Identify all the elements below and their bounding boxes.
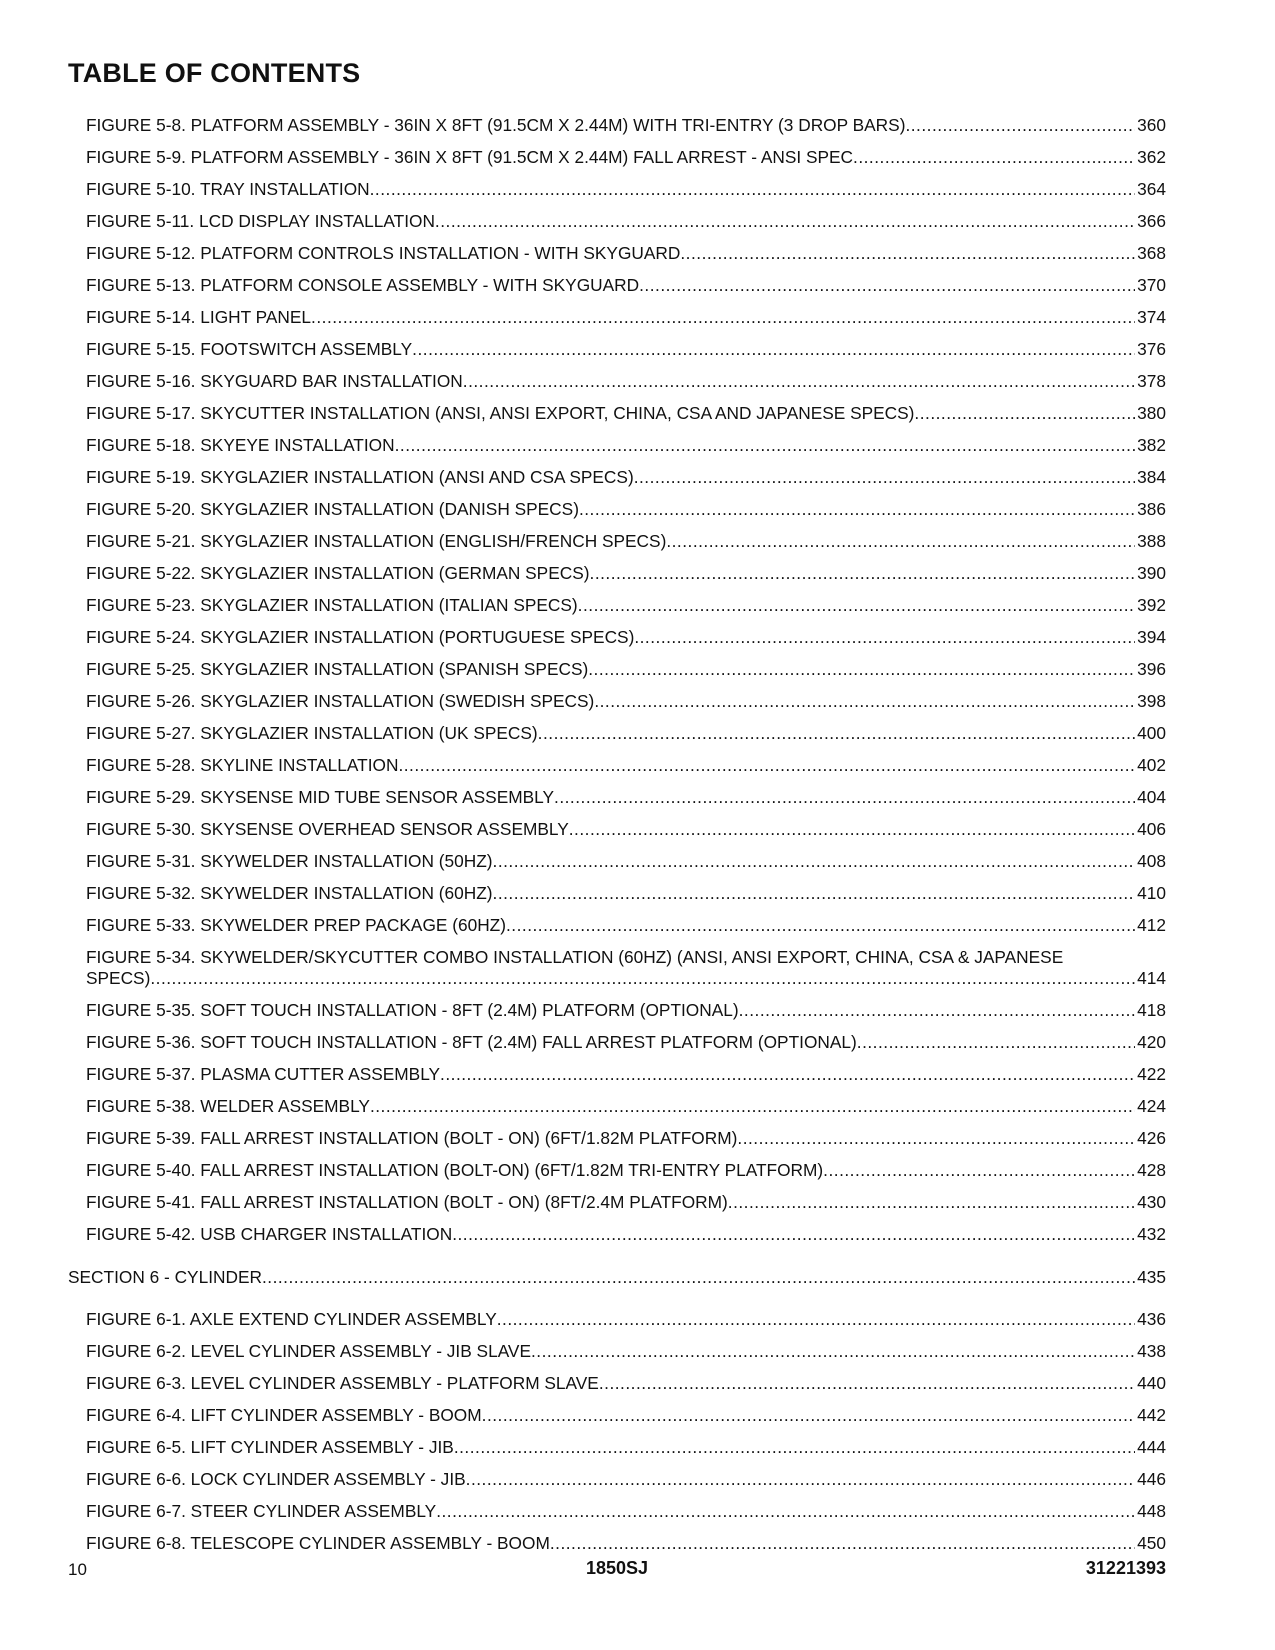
toc-entry-fig-5-36[interactable] xyxy=(86,1027,1166,1059)
table-of-contents xyxy=(68,110,1166,1560)
toc-entry-page: 396 xyxy=(1137,659,1166,679)
dot-leader xyxy=(463,371,1135,392)
toc-entry-label: FIGURE 5-35. SOFT TOUCH INSTALLATION - 8FT (2.4M) PLATFORM (OPTIONAL) xyxy=(86,1000,739,1020)
toc-entry-fig-6-6[interactable] xyxy=(86,1464,1166,1496)
toc-entry-label: FIGURE 5-12. PLATFORM CONTROLS INSTALLATION - WITH SKYGUARD xyxy=(86,243,681,263)
toc-entry-page: 402 xyxy=(1137,755,1166,775)
toc-entry-fig-5-40[interactable] xyxy=(86,1155,1166,1187)
toc-section-label: SECTION 6 - CYLINDER xyxy=(68,1267,262,1287)
dot-leader xyxy=(857,1032,1135,1053)
toc-entry-page: 446 xyxy=(1137,1469,1166,1489)
dot-leader xyxy=(550,1533,1135,1554)
toc-entry-fig-5-26[interactable] xyxy=(86,686,1166,718)
toc-entry-fig-5-19[interactable] xyxy=(86,462,1166,494)
toc-entry-page: 412 xyxy=(1137,915,1166,935)
toc-entry-page: 366 xyxy=(1137,211,1166,231)
toc-entry-fig-5-41[interactable] xyxy=(86,1187,1166,1219)
toc-entry-label: FIGURE 5-34. SKYWELDER/SKYCUTTER COMBO INSTALLATION (60HZ) (ANSI, ANSI EXPORT, CHINA, CSA & JAPANESE xyxy=(86,947,1064,967)
toc-entry-page: 444 xyxy=(1137,1437,1166,1457)
toc-entry-fig-5-16[interactable] xyxy=(86,366,1166,398)
toc-entry-page: 362 xyxy=(1137,147,1166,167)
toc-entry-page: 422 xyxy=(1137,1064,1166,1084)
toc-entry-label: FIGURE 6-2. LEVEL CYLINDER ASSEMBLY - JIB SLAVE xyxy=(86,1341,531,1361)
toc-entry-fig-5-15[interactable] xyxy=(86,334,1166,366)
toc-entry-label: FIGURE 5-16. SKYGUARD BAR INSTALLATION xyxy=(86,371,463,391)
toc-entry-label: FIGURE 5-31. SKYWELDER INSTALLATION (50HZ) xyxy=(86,851,493,871)
toc-entry-page: 360 xyxy=(1137,115,1166,135)
toc-entry-fig-5-25[interactable] xyxy=(86,654,1166,686)
toc-entry-fig-5-31[interactable] xyxy=(86,846,1166,878)
dot-leader xyxy=(531,1341,1135,1362)
dot-leader xyxy=(737,1128,1135,1149)
toc-entry-fig-5-13[interactable] xyxy=(86,270,1166,302)
toc-entry-label: FIGURE 5-26. SKYGLAZIER INSTALLATION (SWEDISH SPECS) xyxy=(86,691,595,711)
toc-entry-fig-5-27[interactable] xyxy=(86,718,1166,750)
toc-entry-page: 398 xyxy=(1137,691,1166,711)
page-footer xyxy=(68,1558,1166,1582)
toc-entry-label: FIGURE 5-28. SKYLINE INSTALLATION xyxy=(86,755,399,775)
toc-entry-label: FIGURE 5-14. LIGHT PANEL xyxy=(86,307,312,327)
toc-entry-fig-6-2[interactable] xyxy=(86,1336,1166,1368)
toc-entry-page: 438 xyxy=(1137,1341,1166,1361)
dot-leader xyxy=(823,1160,1135,1181)
toc-entry-label: FIGURE 5-19. SKYGLAZIER INSTALLATION (ANSI AND CSA SPECS) xyxy=(86,467,634,487)
dot-leader xyxy=(150,968,1135,989)
dot-leader xyxy=(578,595,1135,616)
toc-entry-fig-6-7[interactable] xyxy=(86,1496,1166,1528)
toc-entry-label-continued: SPECS) xyxy=(86,968,151,988)
toc-entry-fig-5-34[interactable] xyxy=(86,942,1166,995)
toc-entry-fig-5-11[interactable] xyxy=(86,206,1166,238)
toc-entry-label: FIGURE 5-13. PLATFORM CONSOLE ASSEMBLY - WITH SKYGUARD xyxy=(86,275,640,295)
dot-leader xyxy=(554,787,1135,808)
toc-entry-label: FIGURE 5-9. PLATFORM ASSEMBLY - 36IN X 8FT (91.5CM X 2.44M) FALL ARREST - ANSI SPEC xyxy=(86,147,854,167)
dot-leader xyxy=(482,1405,1136,1426)
toc-entry-fig-5-35[interactable] xyxy=(86,995,1166,1027)
toc-entry-fig-5-23[interactable] xyxy=(86,590,1166,622)
dot-leader xyxy=(853,147,1135,168)
toc-entry-label: FIGURE 5-41. FALL ARREST INSTALLATION (BOLT - ON) (8FT/2.4M PLATFORM) xyxy=(86,1192,728,1212)
dot-leader xyxy=(569,819,1135,840)
toc-entry-fig-5-20[interactable] xyxy=(86,494,1166,526)
toc-entry-label: FIGURE 5-18. SKYEYE INSTALLATION xyxy=(86,435,395,455)
toc-entry-fig-5-30[interactable] xyxy=(86,814,1166,846)
toc-entry-page: 382 xyxy=(1137,435,1166,455)
toc-entry-fig-5-9[interactable] xyxy=(86,142,1166,174)
toc-entry-page: 394 xyxy=(1137,627,1166,647)
dot-leader xyxy=(452,1224,1135,1245)
dot-leader xyxy=(436,1501,1135,1522)
dot-leader xyxy=(395,435,1136,456)
dot-leader xyxy=(538,723,1135,744)
toc-entry-page: 404 xyxy=(1137,787,1166,807)
toc-entry-label: FIGURE 6-4. LIFT CYLINDER ASSEMBLY - BOOM xyxy=(86,1405,482,1425)
toc-entry-page: 426 xyxy=(1137,1128,1166,1148)
toc-entry-page: 374 xyxy=(1137,307,1166,327)
toc-entry-page: 384 xyxy=(1137,467,1166,487)
toc-entry-page: 432 xyxy=(1137,1224,1166,1244)
dot-leader xyxy=(914,403,1135,424)
dot-leader xyxy=(466,1469,1136,1490)
toc-entry-label: FIGURE 5-10. TRAY INSTALLATION xyxy=(86,179,370,199)
toc-entry-fig-6-8[interactable] xyxy=(86,1528,1166,1560)
toc-entry-page: 388 xyxy=(1137,531,1166,551)
toc-entry-page: 428 xyxy=(1137,1160,1166,1180)
dot-leader xyxy=(728,1192,1135,1213)
toc-entry-page: 392 xyxy=(1137,595,1166,615)
toc-entry-page: 420 xyxy=(1137,1032,1166,1052)
toc-entry-label: FIGURE 5-20. SKYGLAZIER INSTALLATION (DANISH SPECS) xyxy=(86,499,579,519)
toc-entry-label: FIGURE 5-11. LCD DISPLAY INSTALLATION xyxy=(86,211,435,231)
toc-entry-fig-5-39[interactable] xyxy=(86,1123,1166,1155)
dot-leader xyxy=(311,307,1135,328)
toc-entry-page: 440 xyxy=(1137,1373,1166,1393)
toc-entry-page: 450 xyxy=(1137,1533,1166,1553)
toc-entry-fig-6-3[interactable] xyxy=(86,1368,1166,1400)
toc-entry-page: 436 xyxy=(1137,1309,1166,1329)
dot-leader xyxy=(440,1064,1135,1085)
dot-leader xyxy=(493,851,1136,872)
page-title: TABLE OF CONTENTS xyxy=(68,58,361,88)
dot-leader xyxy=(493,883,1136,904)
footer-page-number: 10 xyxy=(68,1560,87,1579)
toc-entry-page: 430 xyxy=(1137,1192,1166,1212)
dot-leader xyxy=(412,339,1135,360)
dot-leader xyxy=(594,691,1135,712)
toc-entry-fig-5-18[interactable] xyxy=(86,430,1166,462)
dot-leader xyxy=(905,115,1135,136)
toc-entry-page: 418 xyxy=(1137,1000,1166,1020)
toc-entry-page: 424 xyxy=(1137,1096,1166,1116)
toc-entry-fig-5-37[interactable] xyxy=(86,1059,1166,1091)
toc-entry-fig-6-5[interactable] xyxy=(86,1432,1166,1464)
dot-leader xyxy=(634,627,1135,648)
toc-entry-label: FIGURE 5-36. SOFT TOUCH INSTALLATION - 8FT (2.4M) FALL ARREST PLATFORM (OPTIONAL) xyxy=(86,1032,857,1052)
dot-leader xyxy=(506,915,1135,936)
toc-entry-label: FIGURE 5-32. SKYWELDER INSTALLATION (60HZ) xyxy=(86,883,493,903)
toc-entry-label: FIGURE 5-27. SKYGLAZIER INSTALLATION (UK SPECS) xyxy=(86,723,538,743)
toc-entry-label: FIGURE 6-3. LEVEL CYLINDER ASSEMBLY - PLATFORM SLAVE xyxy=(86,1373,599,1393)
dot-leader xyxy=(398,755,1135,776)
toc-entry-page: 410 xyxy=(1137,883,1166,903)
toc-entry-label: FIGURE 5-22. SKYGLAZIER INSTALLATION (GERMAN SPECS) xyxy=(86,563,590,583)
dot-leader xyxy=(666,531,1135,552)
toc-entry-label: FIGURE 6-5. LIFT CYLINDER ASSEMBLY - JIB xyxy=(86,1437,454,1457)
toc-entry-page: 448 xyxy=(1137,1501,1166,1521)
toc-entry-label: FIGURE 5-37. PLASMA CUTTER ASSEMBLY xyxy=(86,1064,441,1084)
dot-leader xyxy=(262,1267,1135,1288)
dot-leader xyxy=(454,1437,1135,1458)
toc-entry-fig-5-17[interactable] xyxy=(86,398,1166,430)
toc-entry-label: FIGURE 5-21. SKYGLAZIER INSTALLATION (ENGLISH/FRENCH SPECS) xyxy=(86,531,667,551)
toc-entry-section-6[interactable] xyxy=(68,1262,1166,1294)
toc-entry-fig-5-32[interactable] xyxy=(86,878,1166,910)
toc-entry-page: 364 xyxy=(1137,179,1166,199)
dot-leader xyxy=(639,275,1135,296)
toc-entry-label: FIGURE 6-7. STEER CYLINDER ASSEMBLY xyxy=(86,1501,437,1521)
toc-entry-label: FIGURE 6-8. TELESCOPE CYLINDER ASSEMBLY - BOOM xyxy=(86,1533,550,1553)
toc-entry-fig-5-24[interactable] xyxy=(86,622,1166,654)
toc-entry-label: FIGURE 5-39. FALL ARREST INSTALLATION (BOLT - ON) (6FT/1.82M PLATFORM) xyxy=(86,1128,738,1148)
dot-leader xyxy=(599,1373,1135,1394)
toc-entry-fig-5-12[interactable] xyxy=(86,238,1166,270)
toc-entry-label: FIGURE 6-1. AXLE EXTEND CYLINDER ASSEMBLY xyxy=(86,1309,497,1329)
toc-entry-label: FIGURE 5-25. SKYGLAZIER INSTALLATION (SPANISH SPECS) xyxy=(86,659,589,679)
dot-leader xyxy=(370,1096,1135,1117)
toc-entry-label: FIGURE 5-24. SKYGLAZIER INSTALLATION (PORTUGUESE SPECS) xyxy=(86,627,635,647)
toc-entry-page: 400 xyxy=(1137,723,1166,743)
toc-entry-fig-5-38[interactable] xyxy=(86,1091,1166,1123)
dot-leader xyxy=(634,467,1135,488)
toc-entry-fig-6-1[interactable] xyxy=(86,1304,1166,1336)
dot-leader xyxy=(435,211,1135,232)
footer-document-number: 31221393 xyxy=(1085,1558,1166,1578)
toc-entry-label: FIGURE 5-30. SKYSENSE OVERHEAD SENSOR ASSEMBLY xyxy=(86,819,569,839)
toc-entry-label: FIGURE 5-38. WELDER ASSEMBLY xyxy=(86,1096,370,1116)
toc-entry-page: 378 xyxy=(1137,371,1166,391)
toc-entry-fig-5-22[interactable] xyxy=(86,558,1166,590)
toc-entry-label: FIGURE 5-15. FOOTSWITCH ASSEMBLY xyxy=(86,339,413,359)
toc-entry-label: FIGURE 5-17. SKYCUTTER INSTALLATION (ANSI, ANSI EXPORT, CHINA, CSA AND JAPANESE SPECS) xyxy=(86,403,915,423)
toc-entry-fig-5-33[interactable] xyxy=(86,910,1166,942)
toc-entry-label: FIGURE 5-8. PLATFORM ASSEMBLY - 36IN X 8FT (91.5CM X 2.44M) WITH TRI-ENTRY (3 DROP BARS) xyxy=(86,115,906,135)
toc-entry-fig-5-14[interactable] xyxy=(86,302,1166,334)
toc-entry-fig-5-42[interactable] xyxy=(86,1219,1166,1251)
toc-entry-fig-6-4[interactable] xyxy=(86,1400,1166,1432)
toc-entry-fig-5-10[interactable] xyxy=(86,174,1166,206)
toc-entry-label: FIGURE 6-6. LOCK CYLINDER ASSEMBLY - JIB xyxy=(86,1469,466,1489)
toc-entry-page: 406 xyxy=(1137,819,1166,839)
toc-entry-fig-5-8[interactable] xyxy=(86,110,1166,142)
dot-leader xyxy=(680,243,1135,264)
dot-leader xyxy=(590,563,1136,584)
toc-entry-page: 386 xyxy=(1137,499,1166,519)
toc-entry-label: FIGURE 5-33. SKYWELDER PREP PACKAGE (60HZ) xyxy=(86,915,506,935)
toc-entry-page: 376 xyxy=(1137,339,1166,359)
toc-entry-page: 368 xyxy=(1137,243,1166,263)
dot-leader xyxy=(579,499,1135,520)
toc-entry-page: 380 xyxy=(1137,403,1166,423)
toc-entry-fig-5-28[interactable] xyxy=(86,750,1166,782)
footer-model: 1850SJ xyxy=(585,1558,649,1578)
dot-leader xyxy=(497,1309,1135,1330)
dot-leader xyxy=(739,1000,1136,1021)
dot-leader xyxy=(370,179,1136,200)
toc-entry-label: FIGURE 5-42. USB CHARGER INSTALLATION xyxy=(86,1224,453,1244)
toc-entry-page: 442 xyxy=(1137,1405,1166,1425)
toc-entry-page: 414 xyxy=(1137,968,1166,988)
toc-entry-page: 390 xyxy=(1137,563,1166,583)
dot-leader xyxy=(588,659,1135,680)
toc-entry-fig-5-29[interactable] xyxy=(86,782,1166,814)
toc-entry-label: FIGURE 5-40. FALL ARREST INSTALLATION (BOLT-ON) (6FT/1.82M TRI-ENTRY PLATFORM) xyxy=(86,1160,824,1180)
toc-entry-fig-5-21[interactable] xyxy=(86,526,1166,558)
toc-entry-page: 370 xyxy=(1137,275,1166,295)
toc-entry-page: 435 xyxy=(1137,1267,1166,1287)
toc-entry-page: 408 xyxy=(1137,851,1166,871)
toc-entry-label: FIGURE 5-29. SKYSENSE MID TUBE SENSOR ASSEMBLY xyxy=(86,787,555,807)
toc-entry-label: FIGURE 5-23. SKYGLAZIER INSTALLATION (ITALIAN SPECS) xyxy=(86,595,578,615)
